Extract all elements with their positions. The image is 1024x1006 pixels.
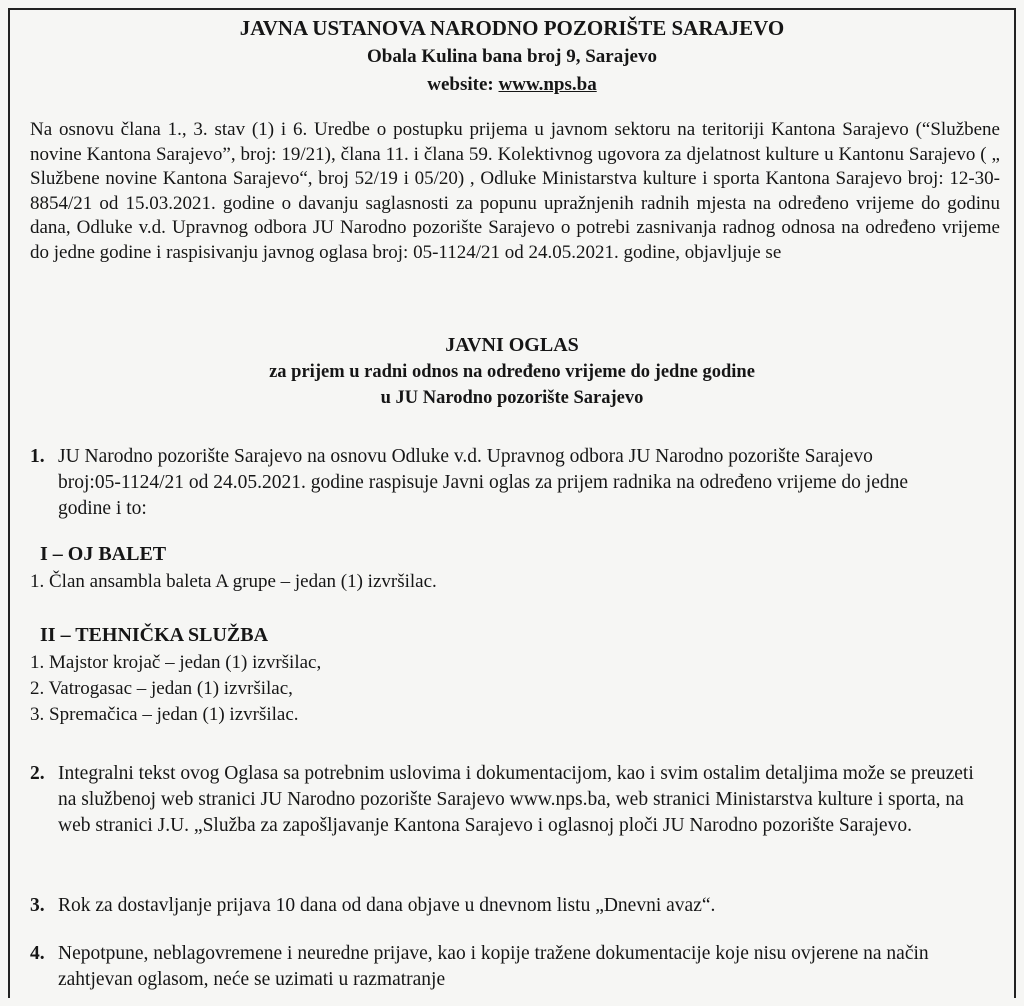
position-line: 1. Član ansambla baleta A grupe – jedan (1) izvršilac. bbox=[30, 571, 437, 592]
position-line: 1. Majstor krojač – jedan (1) izvršilac, bbox=[30, 652, 322, 673]
section-heading-tehnicka: II – TEHNIČKA SLUŽBA bbox=[40, 624, 269, 646]
item-text: Integralni tekst ovog Oglasa sa potrebnim uslovima i dokumentacijom, kao i svim ostalim detaljima može se preuzeti na službenoj web stranici JU Narodno pozorište Sarajevo www.nps.ba, web stranici Ministarstva kulture i sporta, na web stranici J.U. „Služba za zapošljavanje Kantona Sarajevo i oglasnoj ploči JU Narodno pozorište Sarajevo. bbox=[58, 763, 974, 836]
institution-name: JAVNA USTANOVA NARODNO POZORIŠTE SARAJEVO bbox=[239, 16, 785, 40]
website-line bbox=[0, 74, 1024, 96]
item-3 bbox=[30, 893, 990, 919]
website-link[interactable]: www.nps.ba bbox=[498, 74, 597, 95]
item-1 bbox=[30, 444, 930, 522]
announcement-title: JAVNI OGLAS bbox=[445, 334, 579, 356]
position-line: 3. Spremačica – jedan (1) izvršilac. bbox=[30, 704, 299, 725]
announcement-subtitle-2: u JU Narodno pozorište Sarajevo bbox=[380, 388, 644, 408]
intro-paragraph: Na osnovu člana 1., 3. stav (1) i 6. Uredbe o postupku prijema u javnom sektoru na teritoriji Kantona Sarajevo (“Službene novine Kantona Sarajevo”, broj: 19/21), člana 11. i člana 59. Kolektivnog ugovora za djelatnost kulture u Kantonu Sarajevo ( „ Službene novine Kantona Sarajevo“, broj 52/19 i 05/20) , Odluke Ministarstva kulture i sporta Kantona Sarajevo broj: 12-30-8854/21 od 15.03.2021. godine o davanju saglasnosti za popunu upražnjenih radnih mjesta na određeno vrijeme do godinu dana, Odluke v.d. Upravnog odbora JU Narodno pozorište Sarajevo o potrebi zasnivanja radnog odnosa na određeno vrijeme do jedne godine i raspisivanju javnog oglasa broj: 05-1124/21 od 24.05.2021. godine, objavljuje se bbox=[30, 119, 1000, 263]
item-text: JU Narodno pozorište Sarajevo na osnovu Odluke v.d. Upravnog odbora JU Narodno pozorište Sarajevo broj:05-1124/21 od 24.05.2021. godine raspisuje Javni oglas za prijem radnika na određeno vrijeme do jedne godine i to: bbox=[58, 446, 909, 519]
item-4 bbox=[30, 941, 990, 993]
website-label: website: bbox=[427, 74, 499, 95]
item-2 bbox=[30, 761, 990, 839]
institution-address: Obala Kulina bana broj 9, Sarajevo bbox=[367, 46, 657, 67]
item-number: 1. bbox=[30, 446, 45, 467]
item-text: Rok za dostavljanje prijava 10 dana od dana objave u dnevnom listu „Dnevni avaz“. bbox=[58, 895, 716, 916]
item-number: 4. bbox=[30, 943, 45, 964]
section-heading-balet: I – OJ BALET bbox=[40, 543, 167, 565]
item-number: 3. bbox=[30, 895, 45, 916]
item-text: Nepotpune, neblagovremene i neuredne prijave, kao i kopije tražene dokumentacije koje nisu ovjerene na način zahtjevan oglasom, neće se uzimati u razmatranje bbox=[58, 943, 929, 990]
item-number: 2. bbox=[30, 763, 45, 784]
announcement-subtitle: za prijem u radni odnos na određeno vrijeme do jedne godine bbox=[269, 362, 755, 382]
position-line: 2. Vatrogasac – jedan (1) izvršilac, bbox=[30, 678, 293, 699]
